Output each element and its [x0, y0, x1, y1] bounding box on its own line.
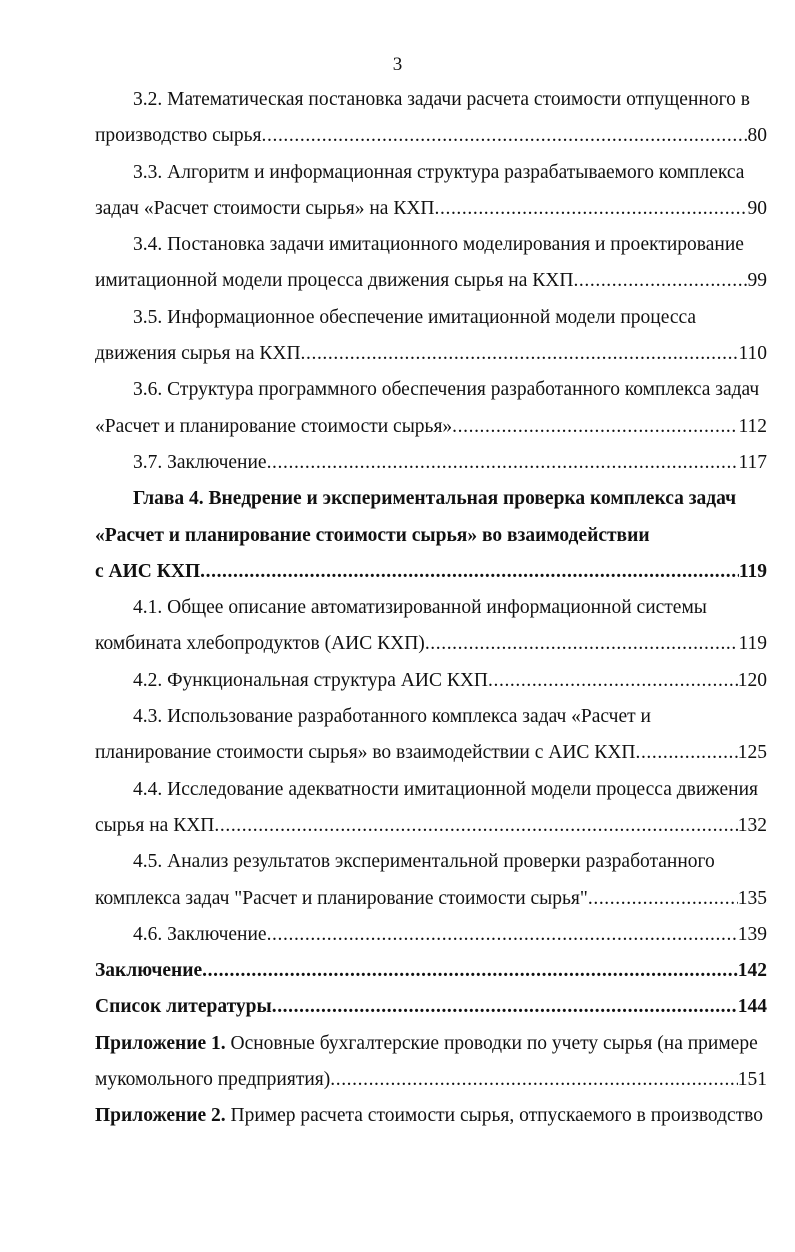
- dot-leader: [267, 917, 738, 953]
- toc-entry-title-end: комбината хлебопродуктов (АИС КХП): [95, 633, 425, 655]
- toc-page-number: 125: [737, 742, 767, 764]
- toc-entry-title-end: комплекса задач "Расчет и планирование стоимости сырья": [95, 887, 588, 909]
- appendix-title: Основные бухгалтерские проводки по учету сырья (на примере: [225, 1032, 758, 1054]
- toc-entry-4-5-title: 4.5. Анализ результатов экспериментальной проверки разработанного: [133, 851, 715, 873]
- toc-entry-title: Список литературы: [95, 996, 272, 1018]
- toc-page-number: 144: [737, 996, 767, 1018]
- toc-entry-4-2: [95, 663, 767, 699]
- dot-leader: [202, 953, 738, 989]
- dot-leader: [200, 554, 739, 590]
- toc-page-number: 117: [738, 451, 767, 473]
- dot-leader: [214, 808, 737, 844]
- toc-entry-title-end: с АИС КХП: [95, 560, 201, 582]
- toc-entry-title: 4.6. Заключение: [133, 923, 267, 945]
- dot-leader: [267, 445, 739, 481]
- toc-appendix-1-title: [95, 1026, 767, 1062]
- toc-entry-3-5-title: 3.5. Информационное обеспечение имитационной модели процесса: [133, 306, 697, 328]
- dot-leader: [452, 409, 738, 445]
- toc-page-number: 132: [737, 814, 767, 836]
- appendix-title: Пример расчета стоимости сырья, отпускаемого в производство: [225, 1105, 764, 1127]
- dot-leader: [435, 191, 748, 227]
- toc-entry-title-end: движения сырья на КХП: [95, 343, 301, 365]
- toc-page-number: 151: [737, 1069, 767, 1091]
- toc-entry-3-2-title: 3.2. Математическая постановка задачи расчета стоимости отпущенного в: [133, 89, 750, 110]
- dot-leader: [588, 881, 738, 917]
- toc-entry-4-4-leader: [95, 808, 767, 844]
- dot-leader: [635, 735, 737, 771]
- toc-page-number: 119: [738, 560, 767, 582]
- dot-leader: [573, 263, 747, 299]
- toc-entry-3-3-leader: [95, 191, 767, 227]
- toc-bibliography: [95, 989, 767, 1025]
- toc-entry-title-end: планирование стоимости сырья» во взаимодействии с АИС КХП: [95, 742, 636, 764]
- toc-page-number: 80: [747, 125, 767, 147]
- toc-entry-title-end: «Расчет и планирование стоимости сырья»: [95, 415, 453, 437]
- appendix-label: Приложение 2.: [95, 1105, 226, 1127]
- toc-entry-title: 3.7. Заключение: [133, 451, 267, 473]
- dot-leader: [301, 336, 739, 372]
- toc-page-number: 119: [738, 633, 767, 655]
- dot-leader: [272, 989, 738, 1025]
- toc-entry-3-2-leader: [95, 118, 767, 154]
- toc-entry-4-4-title: 4.4. Исследование адекватности имитационной модели процесса движения: [133, 778, 758, 800]
- toc-appendix-2-title: [95, 1098, 767, 1134]
- appendix-label: Приложение 1.: [95, 1032, 226, 1054]
- toc-entry-3-3-title: 3.3. Алгоритм и информационная структура разрабатываемого комплекса: [133, 161, 745, 183]
- toc-chapter-4-leader: [95, 554, 767, 590]
- toc-conclusion: [95, 953, 767, 989]
- toc-entry-4-6: [95, 917, 767, 953]
- dot-leader: [425, 626, 739, 662]
- toc-chapter-4-title: Глава 4. Внедрение и экспериментальная проверка комплекса задач: [133, 488, 737, 510]
- toc-entry-title-end: имитационной модели процесса движения сырья на КХП: [95, 270, 574, 292]
- dot-leader: [262, 118, 748, 154]
- toc-entry-title-end: мукомольного предприятия): [95, 1069, 331, 1091]
- toc-entry-title-end: производство сырья: [95, 125, 262, 147]
- toc-page-number: 139: [737, 923, 767, 945]
- dot-leader: [330, 1062, 738, 1098]
- toc-page-number: 99: [747, 270, 767, 292]
- toc-page-number: 135: [737, 887, 767, 909]
- toc-page-number: 120: [737, 669, 767, 691]
- toc-entry-4-5-leader: [95, 881, 767, 917]
- toc-entry-title-end: сырья на КХП: [95, 814, 215, 836]
- toc-chapter-4-title-continued: «Расчет и планирование стоимости сырья» во взаимодействии: [95, 524, 650, 546]
- toc-entry-3-4-title: 3.4. Постановка задачи имитационного моделирования и проектирование: [133, 234, 744, 256]
- dot-leader: [488, 663, 738, 699]
- page-number: 3: [392, 54, 403, 75]
- toc-entry-title-end: задач «Расчет стоимости сырья» на КХП: [95, 197, 435, 219]
- toc-page-number: 112: [738, 415, 767, 437]
- toc-appendix-1-leader: [95, 1062, 767, 1098]
- toc-entry-4-1-title: 4.1. Общее описание автоматизированной информационной системы: [133, 597, 707, 619]
- toc-entry-3-5-leader: [95, 336, 767, 372]
- toc-page-number: 90: [747, 197, 767, 219]
- toc-entry-title: 4.2. Функциональная структура АИС КХП: [133, 669, 489, 691]
- toc-page-number: 142: [737, 960, 767, 982]
- table-of-contents: [95, 82, 767, 1135]
- toc-entry-3-4-leader: [95, 263, 767, 299]
- toc-entry-3-6-title: 3.6. Структура программного обеспечения разработанного комплекса задач: [133, 379, 760, 401]
- toc-entry-4-3-title: 4.3. Использование разработанного комплекса задач «Расчет и: [133, 706, 651, 728]
- toc-entry-3-6-leader: [95, 409, 767, 445]
- toc-entry-title: Заключение: [95, 960, 203, 982]
- toc-entry-4-1-leader: [95, 626, 767, 662]
- toc-entry-4-3-leader: [95, 735, 767, 771]
- toc-entry-3-7: [95, 445, 767, 481]
- toc-page-number: 110: [738, 343, 767, 365]
